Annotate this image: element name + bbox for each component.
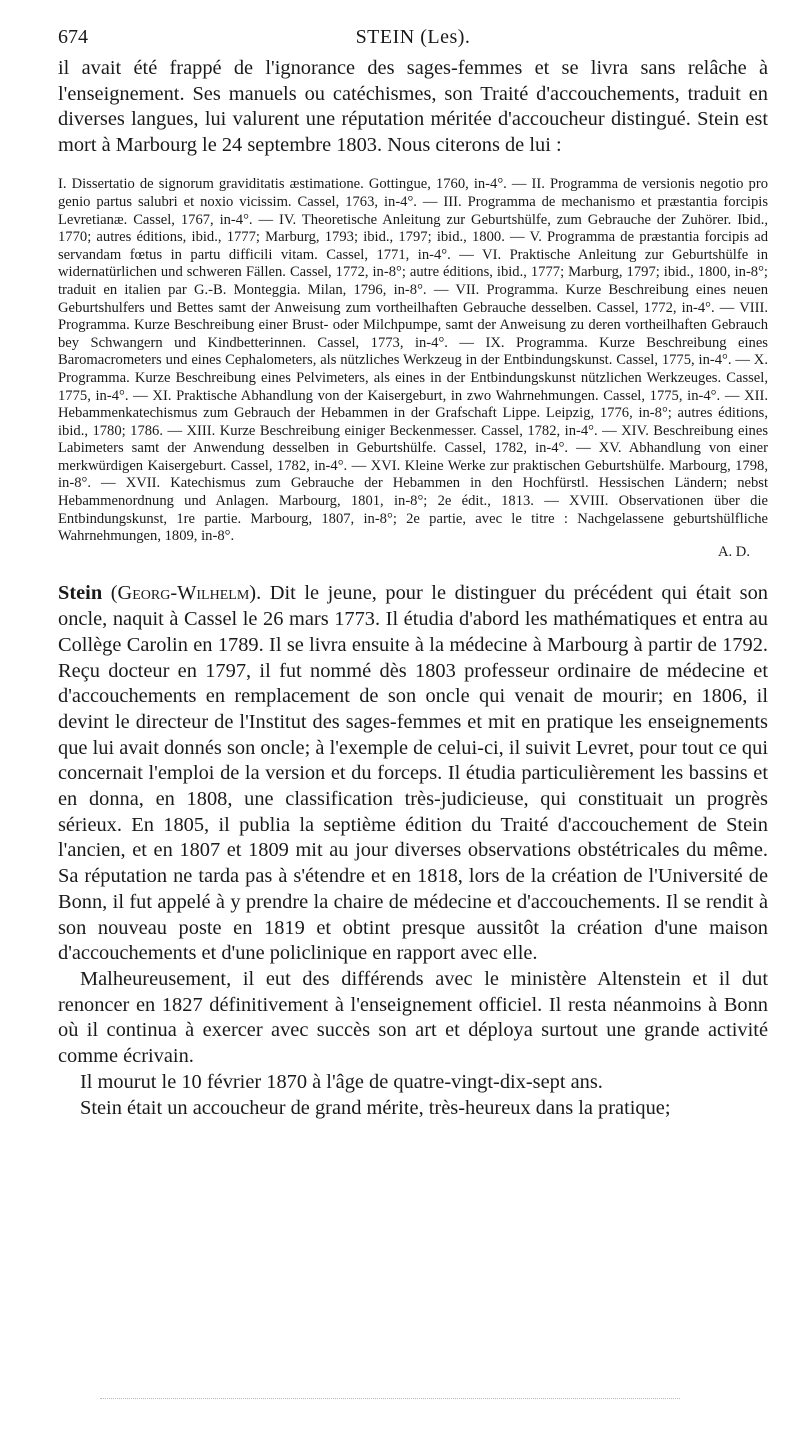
dictionary-entry [58,581,768,1121]
entry-paragraph-2: Malheureusement, il eut des différends avec le ministère Altenstein et il dut renoncer en 1827 définitivement à l'enseignement officiel. Il resta néanmoins à Bonn où il continua à exercer avec succès son art et déploya surtout une grande activité comme écrivain. [58,967,768,1068]
entry-paragraph-text: Dit le jeune, pour le distinguer du précédent qui était son oncle, naquit à Cassel le 26 mars 1773. Il étudia d'abord les mathématiques et entra au Collège Carolin en 1789. Il se livra ensuite à la médecine à Marbourg à partir de 1792. Reçu docteur en 1797, il fut nommé dès 1803 professeur ordinaire de médecine et d'accouchements en remplacement de son oncle qui venait de mourir; en 1806, il devint le directeur de l'Institut des sages-femmes et mit en pratique les enseignements que lui avait donnés son oncle; à l'exemple de celui-ci, il suivit Levret, pour tout ce qui concernait l'emploi de la version et du forceps. Il étudia particulièrement les bassins et en donna, en 1808, une classification très-judicieuse, qui constituait un progrès sérieux. En 1805, il publia la septième édition du Traité d'accouchement de Stein l'ancien, et en 1807 et 1809 mit au jour diverses observations obstétricales du même. Sa réputation ne tarda pas à s'étendre et en 1818, lors de la création de l'Université de Bonn, il fut appelé à y prendre la chaire de médecine et d'accouchements. Il se rendit à son nouveau poste en 1819 et obtint presque aussitôt la création d'une maison d'accouchements et d'une policlinique en rapport avec elle. [58,582,768,965]
bibliography-text: I. Dissertatio de signorum graviditatis æstimatione. Gottingue, 1760, in-4°. — II. Programma de versionis negotio pro genio partus salubri et noxio vicissim. Cassel, 1763, in-4°. — III. Programma de mechanismo et præstantia forcipis Levretianæ. Cassel, 1767, in-4°. — IV. Theoretische Anleitung zur Geburtshülfe, zum Gebrauche der Zuhörer. Ibid., 1770; autres éditions, ibid., 1777; Marburg, 1793; ibid., 1797; ibid., 1800. — V. Programma de præstantia forcipis ad servandam fœtus in partu difficili vitam. Cassel, 1771, in-4°. — VI. Praktische Anleitung zur Geburtshülfe in widernatürlichen und schweren Fällen. Cassel, 1772, in-8°; autre éditions, ibid., 1777; Marburg, 1797; ibid., 1800, in-8°; traduit en italien par G.-B. Monteggia. Milan, 1796, in-8°. — VII. Programma. Kurze Beschreibung eines neuen Geburtshulfers und Bettes samt der Anweisung zum vortheilhaften Gebrauche desselben. Cassel, 1772, in-4°. — VIII. Programma. Kurze Beschreibung einer Brust- oder Milchpumpe, samt der Anweisung zu deren vortheilhaften Gebrauch bey Schwangern und Kindbetterinnen. Cassel, 1773, in-4°. — IX. Programma. Kurze Beschreibung eines Baromacrometers und eines Cephalometers, als nützliches Werkzeug in der Entbindungskunst. Cassel, 1775, in-4°. — X. Programma. Kurze Beschreibung eines Pelvimeters, als eines in der Entbindungskunst nützlichen Werkzeuges. Cassel, 1775, in-4°. — XI. Praktische Abhandlung von der Kaisergeburt, in zwo Wahrnehmungen. Cassel, 1775, in-4°. — XII. Hebammenkatechismus zum Gebrauch der Hebammen in der Grafschaft Lippe. Leipzig, 1776, in-8°; autres éditions, ibid., 1780; 1786. — XIII. Kurze Beschreibung einiger Beckenmesser. Cassel, 1782, in-4°. — XIV. Beschreibung eines Labimeters samt der Anwendung desselben in Geburtshülfe. Cassel, 1782, in-4°. — XV. Abhandlung von einer merkwürdigen Kaisergeburt. Cassel, 1782, in-4°. — XVI. Kleine Werke zur praktischen Geburtshülfe. Marbourg, 1798, in-8°. — XVII. Katechismus zum Gebrauche der Hebammen in den Hochfürstl. Hessischen Ländern; nebst Hebammenordnung und Anlagen. Marbourg, 1801, in-8°; 2e édit., 1813. — XVIII. Observationen über die Entbindungskunst, 1re partie. Marbourg, 1807, in-8°; 2e partie, avec le titre : Nachgelassene geburtshülfliche Wahrnehmungen, 1809, in-8°. [58,176,768,545]
entry-headword-name: (Georg-Wilhelm). [110,582,262,605]
entry-headword: Stein [58,582,103,605]
entry-paragraph-4: Stein était un accoucheur de grand mérite, très-heureux dans la pratique; [80,1096,671,1119]
intro-paragraph: il avait été frappé de l'ignorance des sages-femmes et se livra sans relâche à l'enseignement. Ses manuels ou catéchismes, son Traité d'accouchements, traduit en diverses langues, lui valurent une réputation méritée d'accoucheur distingué. Stein est mort à Marbourg le 24 septembre 1803. Nous citerons de lui : [58,57,768,156]
entry-paragraph-1 [58,581,768,967]
footer-divider [100,1398,680,1399]
page [58,26,768,1121]
running-title: STEIN (Les). [355,26,471,48]
page-number: 674 [58,26,88,48]
author-signature: A. D. [717,543,750,560]
page-header [58,26,768,56]
entry-paragraph-3: Il mourut le 10 février 1870 à l'âge de quatre-vingt-dix-sept ans. [80,1070,603,1093]
bibliography [58,176,768,561]
